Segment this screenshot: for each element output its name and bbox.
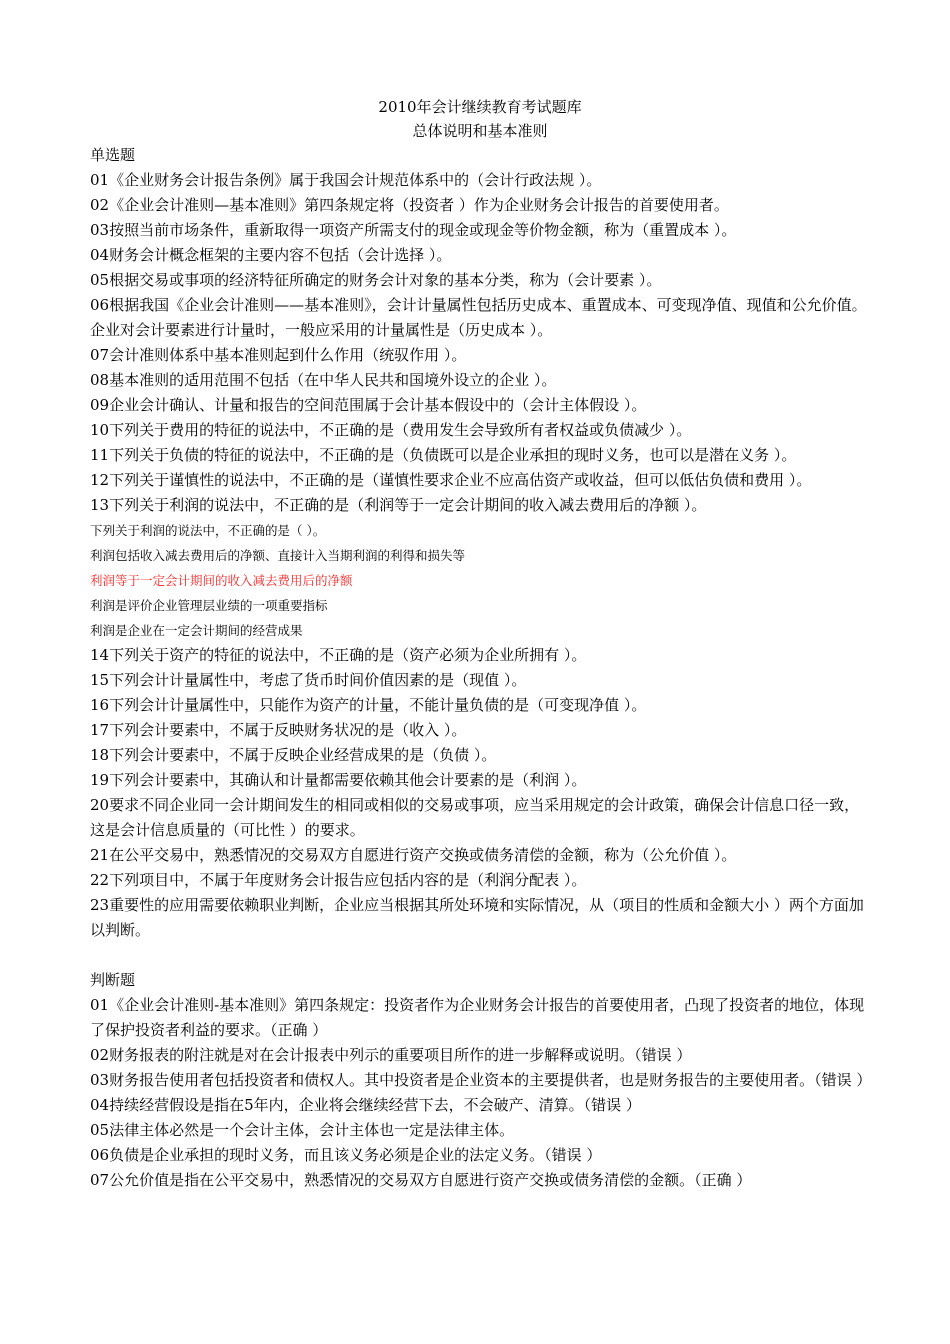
question-item: 12下列关于谨慎性的说法中，不正确的是（谨慎性要求企业不应高估资产或收益，但可以低估负债和费用 ）。 [90,471,812,489]
question-item: 21在公平交易中，熟悉情况的交易双方自愿进行资产交换或债务清偿的金额，称为（公允价值 ）。 [90,846,737,864]
question-item: 02财务报表的附注就是对在会计报表中列示的重要项目所作的进一步解释或说明。（错误 ） [90,1046,692,1064]
question-item: 06根据我国《企业会计准则——基本准则》，会计计量属性包括历史成本、重置成本、可变现净值、现值和公允价值。企业对会计要素进行计量时，一般应采用的计量属性是（历史成本 ）。 [90,296,867,339]
sub-question-option: 利润是评价企业管理层业绩的一项重要指标 [90,598,328,613]
doc-subtitle: 总体说明和基本准则 [412,122,548,140]
doc-title: 2010年会计继续教育考试题库 [378,98,582,116]
section-heading-true-false: 判断题 [90,971,136,989]
question-item: 07公允价值是指在公平交易中，熟悉情况的交易双方自愿进行资产交换或债务清偿的金额。（正确 ） [90,1171,752,1189]
question-item: 04持续经营假设是指在5年内，企业将会继续经营下去，不会破产、清算。（错误 ） [90,1096,641,1114]
question-item: 08基本准则的适用范围不包括（在中华人民共和国境外设立的企业 ）。 [90,371,557,389]
section-spacer [90,943,870,968]
question-item: 09企业会计确认、计量和报告的空间范围属于会计基本假设中的（会计主体假设 ）。 [90,396,647,414]
question-item: 15下列会计计量属性中，考虑了货币时间价值因素的是（现值 ）。 [90,671,527,689]
question-item: 10下列关于费用的特征的说法中，不正确的是（费用发生会导致所有者权益或负债减少 ）。 [90,421,692,439]
question-item: 11下列关于负债的特征的说法中，不正确的是（负债既可以是企业承担的现时义务，也可以是潜在义务 ）。 [90,446,797,464]
question-item: 04财务会计概念框架的主要内容不包括（会计选择 ）。 [90,246,452,264]
document-page [90,95,870,1193]
sub-question-option: 利润包括收入减去费用后的净额、直接计入当期利润的利得和损失等 [90,548,466,563]
question-item: 03按照当前市场条件，重新取得一项资产所需支付的现金或现金等价物金额，称为（重置成本 ）。 [90,221,737,239]
question-item: 05根据交易或事项的经济特征所确定的财务会计对象的基本分类，称为（会计要素 ）。 [90,271,662,289]
question-item: 01《企业财务会计报告条例》属于我国会计规范体系中的（会计行政法规 ）。 [90,171,602,189]
question-item: 22下列项目中，不属于年度财务会计报告应包括内容的是（利润分配表 ）。 [90,871,587,889]
question-item: 02《企业会计准则—基本准则》第四条规定将（投资者 ）作为企业财务会计报告的首要使用者。 [90,196,729,214]
question-item: 19下列会计要素中，其确认和计量都需要依赖其他会计要素的是（利润 ）。 [90,771,587,789]
question-item: 05法律主体必然是一个会计主体，会计主体也一定是法律主体。 [90,1121,515,1139]
sub-question-option: 利润是企业在一定会计期间的经营成果 [90,623,303,638]
question-item: 13下列关于利润的说法中，不正确的是（利润等于一定会计期间的收入减去费用后的净额 ）。 [90,496,707,514]
question-item: 03财务报告使用者包括投资者和债权人。其中投资者是企业资本的主要提供者，也是财务报告的主要使用者。（错误 ） [90,1071,872,1089]
question-item: 14下列关于资产的特征的说法中，不正确的是（资产必须为企业所拥有 ）。 [90,646,587,664]
sub-question-stem: 下列关于利润的说法中，不正确的是（ ）。 [90,523,326,538]
question-item: 16下列会计计量属性中，只能作为资产的计量，不能计量负债的是（可变现净值 ）。 [90,696,647,714]
section-heading-single-choice: 单选题 [90,146,136,164]
question-item: 01《企业会计准则-基本准则》第四条规定：投资者作为企业财务会计报告的首要使用者，凸现了投资者的地位，体现了保护投资者利益的要求。（正确 ） [90,996,865,1039]
question-item: 18下列会计要素中，不属于反映企业经营成果的是（负债 ）。 [90,746,497,764]
question-item: 07会计准则体系中基本准则起到什么作用（统驭作用 ）。 [90,346,467,364]
question-item: 17下列会计要素中，不属于反映财务状况的是（收入 ）。 [90,721,467,739]
question-item: 20要求不同企业同一会计期间发生的相同或相似的交易或事项，应当采用规定的会计政策，确保会计信息口径一致，这是会计信息质量的（可比性 ）的要求。 [90,796,860,839]
question-item: 23重要性的应用需要依赖职业判断，企业应当根据其所处环境和实际情况，从（项目的性质和金额大小 ）两个方面加以判断。 [90,896,864,939]
sub-question-option-highlighted: 利润等于一定会计期间的收入减去费用后的净额 [90,573,353,588]
question-item: 06负债是企业承担的现时义务，而且该义务必须是企业的法定义务。（错误 ） [90,1146,602,1164]
